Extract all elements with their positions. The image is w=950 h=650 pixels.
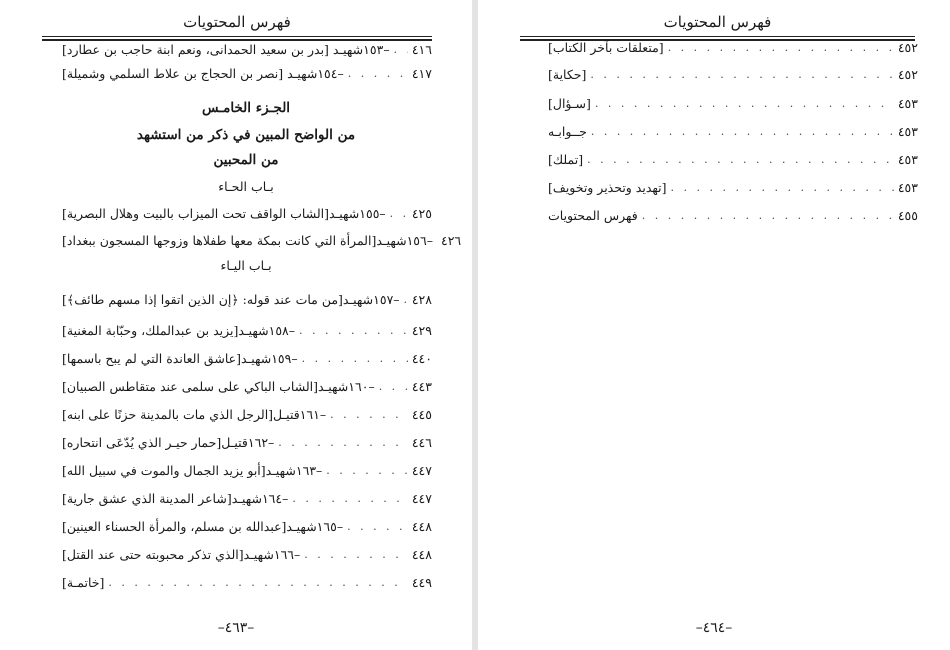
toc-entry[interactable] xyxy=(62,319,432,341)
toc-entry-title: –١٦٤شهيـد[شاعر المدينة الذي عشق جارية] xyxy=(62,490,289,506)
left-page-number: –٤٦٣– xyxy=(217,620,255,636)
toc-entry-page: ٤٤٦ xyxy=(411,434,432,450)
leader-dots xyxy=(330,408,408,421)
leader-dots xyxy=(595,97,894,110)
right-page xyxy=(478,0,950,650)
toc-entry-title: –١٥٩شهيـد[عاشق العاندة التي لم يبح باسمها] xyxy=(62,350,298,366)
leader-dots xyxy=(404,293,408,306)
leader-dots xyxy=(304,548,408,561)
toc-entry-title: [خاتمـة] xyxy=(62,574,105,590)
toc-entry[interactable] xyxy=(62,375,432,397)
toc-entry[interactable] xyxy=(62,347,432,369)
toc-entry[interactable] xyxy=(62,487,432,509)
toc-entry[interactable] xyxy=(548,148,918,170)
toc-entry-page: ٤٥٣ xyxy=(897,179,918,195)
left-page xyxy=(0,0,472,650)
toc-entry-title: [تملك] xyxy=(548,151,584,167)
toc-entry-page: ٤٢٦ xyxy=(440,232,462,248)
toc-entry-page: ٤٢٥ xyxy=(411,205,432,221)
leader-dots xyxy=(668,41,894,54)
toc-entry-page: ٤٢٩ xyxy=(411,322,432,338)
toc-entry-title: –١٦١قتيـل[الرجل الذي مات بالمدينة حزنًا على ابنه] xyxy=(62,406,327,422)
toc-entry[interactable] xyxy=(62,431,432,453)
toc-entry[interactable] xyxy=(548,204,918,226)
right-header-title: فهرس المحتويات xyxy=(663,13,772,31)
leader-dots xyxy=(292,492,407,505)
toc-entry[interactable] xyxy=(62,515,432,537)
toc-entry-page: ٤٥٣ xyxy=(897,123,918,139)
book-title: من الواضح المبين في ذكر من استشهد xyxy=(136,127,356,143)
toc-entry-page: ٤٥٣ xyxy=(897,151,918,167)
toc-entry-title: [تهديد وتحذير وتخويف] xyxy=(548,179,667,195)
toc-entry[interactable] xyxy=(62,288,432,310)
leader-dots xyxy=(347,520,408,533)
toc-entry[interactable] xyxy=(548,176,918,198)
toc-entry-page: ٤٢٨ xyxy=(411,291,432,307)
leader-dots xyxy=(299,324,408,337)
toc-entry-page: ٤٥٢ xyxy=(897,66,918,82)
section-heading-ya: بـاب اليـاء xyxy=(220,258,272,273)
toc-entry[interactable] xyxy=(62,62,432,84)
toc-entry-page: ٤٥٣ xyxy=(897,95,918,111)
toc-entry-page: ٤١٦ xyxy=(411,41,432,57)
toc-entry-page: ٤٥٥ xyxy=(897,207,918,223)
leader-dots xyxy=(379,380,408,393)
header-rule xyxy=(42,36,432,37)
toc-entry-title: –١٦٦شهيـد[الذي تذكر محبوبته حتى عند القتل] xyxy=(62,546,301,562)
left-page-header xyxy=(42,10,432,40)
toc-entry[interactable] xyxy=(62,571,432,593)
toc-entry-title: [سـؤال] xyxy=(548,95,591,111)
leader-dots xyxy=(590,68,893,81)
toc-entry[interactable] xyxy=(548,92,918,114)
toc-entry-title: [متعلقات بآخر الكتاب] xyxy=(548,39,664,55)
toc-entry-title: –١٥٣شهيـد [بدر بن سعيد الحمدانى، ونعم ابنة حاجب بن عطارد] xyxy=(62,41,390,57)
leader-dots xyxy=(394,43,408,56)
toc-entry-title: –١٦٠شهيـد[الشاب الباكي على سلمى عند متقاطس الصبيان] xyxy=(62,378,375,394)
leader-dots xyxy=(390,207,408,220)
toc-entry[interactable] xyxy=(62,403,432,425)
toc-entry-title: –١٦٢قتيـل[حمار حيـر الذي يُدّعَى انتحاره] xyxy=(62,434,275,450)
book-subtitle: من المحبين xyxy=(213,152,279,168)
toc-entry-page: ٤١٧ xyxy=(411,65,432,81)
toc-entry-page: ٤٤٧ xyxy=(411,462,432,478)
toc-entry[interactable] xyxy=(62,202,432,224)
leader-dots xyxy=(108,576,407,589)
leader-dots xyxy=(587,153,894,166)
leader-dots xyxy=(671,181,894,194)
toc-entry-page: ٤٤٨ xyxy=(411,518,432,534)
toc-entry[interactable] xyxy=(548,120,918,142)
toc-entry-title: –١٥٧شهيـد[من مات عند قوله: ﴿إن الذين اتقوا إذا مسهم طائف﴾] xyxy=(62,291,400,307)
left-header-title: فهرس المحتويات xyxy=(183,13,291,31)
toc-entry-page: ٤٥٢ xyxy=(897,39,918,55)
toc-entry-page: ٤٤٧ xyxy=(411,490,432,506)
toc-entry-page: ٤٤٠ xyxy=(411,350,432,366)
leader-dots xyxy=(591,125,894,138)
toc-entry-page: ٤٤٨ xyxy=(411,546,432,562)
leader-dots xyxy=(302,352,408,365)
leader-dots xyxy=(348,67,408,80)
toc-entry-title: [حكاية] xyxy=(548,66,587,82)
toc-entry-page: ٤٤٣ xyxy=(411,378,432,394)
leader-dots xyxy=(642,209,894,222)
toc-entry-title: –١٥٨شهيـد[يزيد بن عبدالملك، وحبّابة المغنية] xyxy=(62,322,296,338)
toc-entry[interactable] xyxy=(62,229,462,251)
part-title: الجـزء الخامـس xyxy=(201,100,291,116)
toc-entry-title: فهرس المحتويات xyxy=(548,207,638,223)
toc-entry-title: جــوابـه xyxy=(548,123,587,139)
toc-entry[interactable] xyxy=(62,459,432,481)
toc-entry-page: ٤٤٥ xyxy=(411,406,432,422)
toc-entry-page: ٤٤٩ xyxy=(411,574,432,590)
toc-entry-title: –١٦٣شهيـد[أبو يزيد الجمال والموت في سبيل الله] xyxy=(62,462,323,478)
leader-dots xyxy=(278,436,408,449)
toc-entry-title: –١٥٦شهيـد[المرأة التي كانت بمكة معها طفلاها وزوجها المسجون ببغداد] xyxy=(62,232,433,248)
toc-entry-title: –١٦٥شهيـد[عبدالله بن مسلم، والمرأة الحسناء العينين] xyxy=(62,518,344,534)
right-page-number: –٤٦٤– xyxy=(695,620,733,636)
toc-entry-title: –١٥٤شهيـد [نصر بن الحجاج بن علاط السلمي وشميلة] xyxy=(62,65,344,81)
toc-entry[interactable] xyxy=(548,36,918,58)
toc-entry[interactable] xyxy=(548,63,918,85)
leader-dots xyxy=(326,464,408,477)
section-heading-ha: بـاب الحـاء xyxy=(218,179,274,194)
toc-entry[interactable] xyxy=(62,543,432,565)
toc-entry-title: –١٥٥شهيـد[الشاب الواقف تحت الميزاب بالبيت وهلال البصرية] xyxy=(62,205,386,221)
toc-entry[interactable] xyxy=(62,38,432,60)
